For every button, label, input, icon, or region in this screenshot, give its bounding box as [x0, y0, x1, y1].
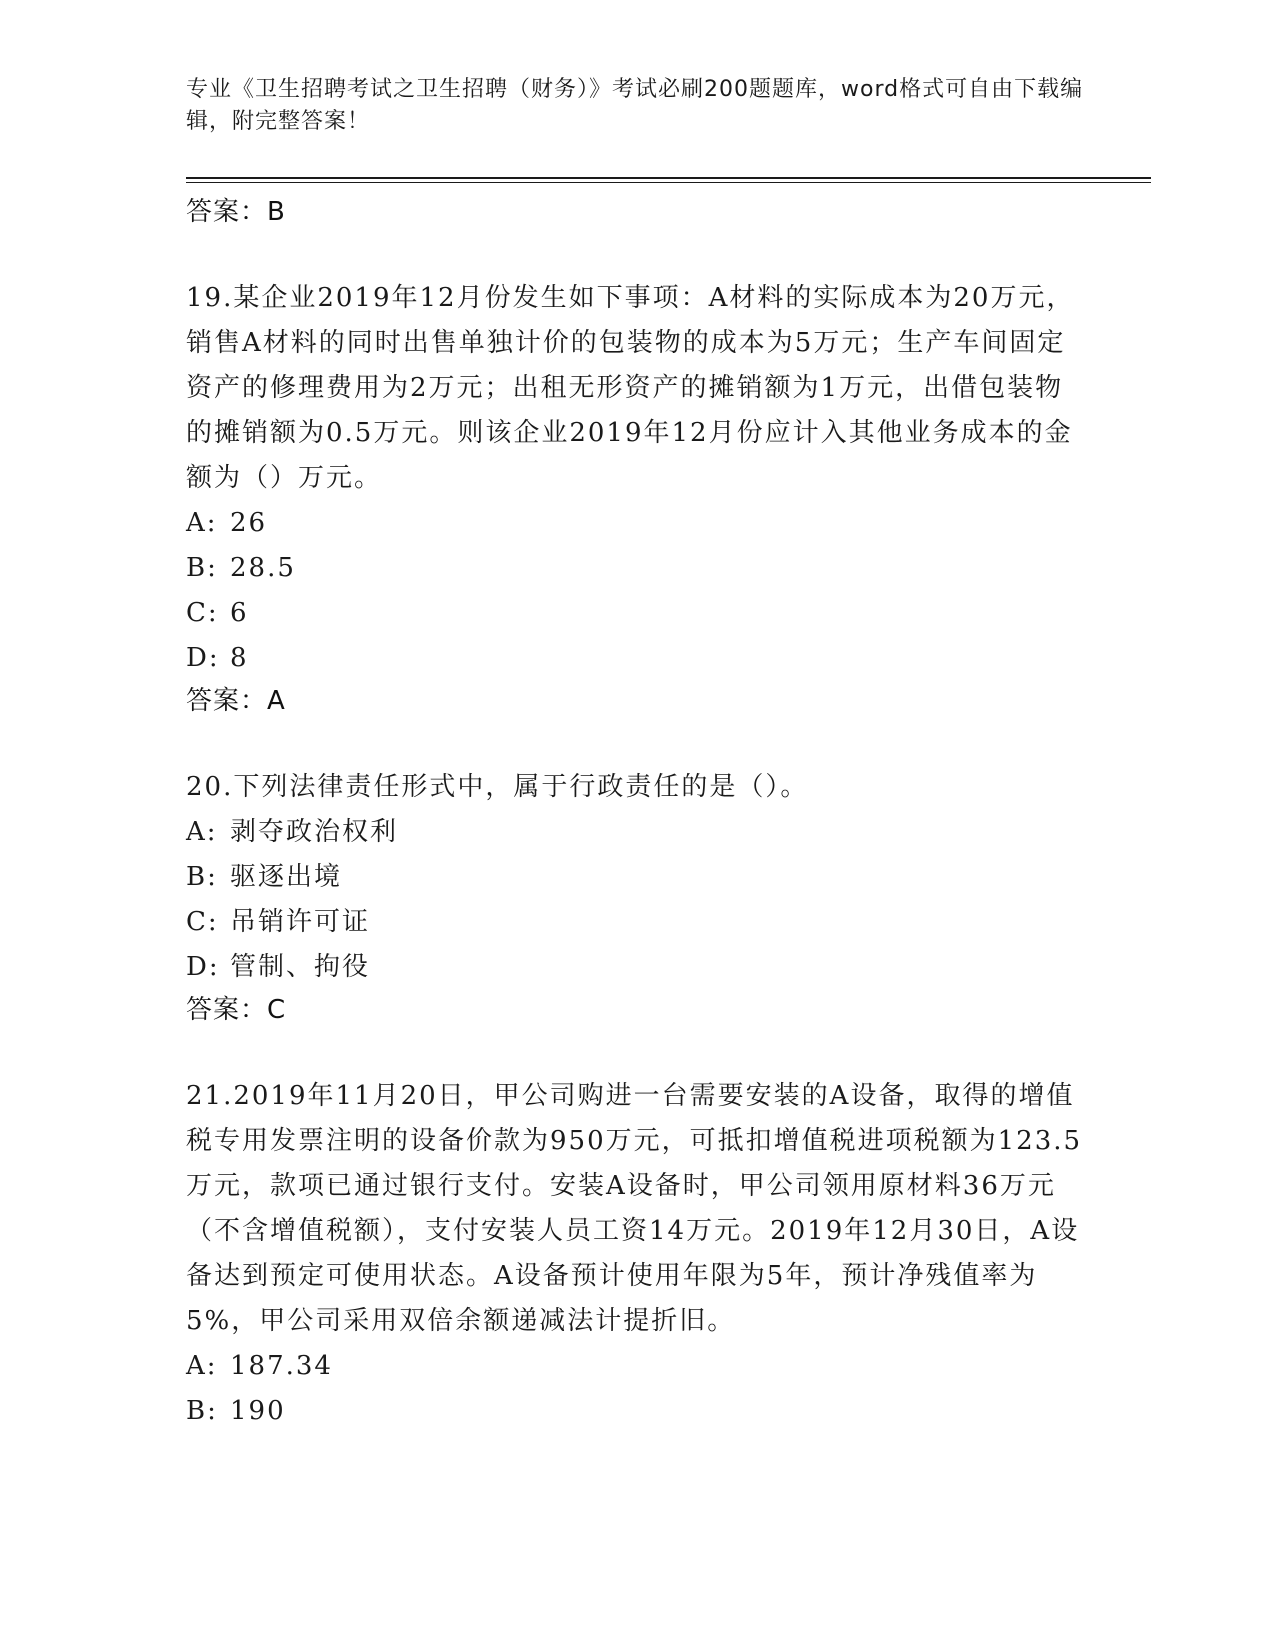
option-letter: A:	[186, 817, 218, 847]
option-text: 6	[230, 598, 249, 628]
option-text: 驱逐出境	[230, 862, 343, 892]
option-b	[186, 1389, 1086, 1434]
option-a	[186, 1344, 1086, 1389]
option-text: 管制、拘役	[230, 952, 371, 982]
option-letter: A:	[186, 508, 218, 538]
option-text: 剥夺政治权利	[230, 817, 399, 847]
option-d	[186, 945, 1086, 990]
option-text: 26	[230, 508, 268, 538]
question-19	[186, 276, 1086, 721]
question-stem: 21.2019年11月20日，甲公司购进一台需要安装的A设备，取得的增值税专用发票注明的设备价款为950万元，可抵扣增值税进项税额为123.5万元，款项已通过银行支付。安装A设备时，甲公司领用原材料36万元（不含增值税额），支付安装人员工资14万元。2019年12月30日，A设备达到预定可使用状态。A设备预计使用年限为5年，预计净残值率为5%，甲公司采用双倍余额递减法计提折旧。	[186, 1081, 1083, 1336]
question-stem: 19.某企业2019年12月份发生如下事项：A材料的实际成本为20万元，销售A材料的同时出售单独计价的包装物的成本为5万元；生产车间固定资产的修理费用为2万元；出租无形资产的摊销额为1万元，出借包装物的摊销额为0.5万元。则该企业2019年12月份应计入其他业务成本的金额为（）万元。	[186, 283, 1075, 493]
answer-label: 答案：B	[186, 197, 286, 227]
option-letter: C:	[186, 907, 219, 937]
option-letter: B:	[186, 553, 218, 583]
document-content	[186, 192, 1086, 1434]
option-letter: B:	[186, 862, 218, 892]
option-text: 28.5	[230, 553, 296, 583]
option-letter: D:	[186, 643, 220, 673]
option-b	[186, 546, 1086, 591]
question-stem: 20.下列法律责任形式中，属于行政责任的是（）。	[186, 772, 809, 802]
option-a	[186, 501, 1086, 546]
option-c	[186, 591, 1086, 636]
header-rule-thick	[186, 177, 1151, 179]
option-letter: C:	[186, 598, 219, 628]
option-text: 190	[230, 1396, 286, 1426]
option-letter: B:	[186, 1396, 218, 1426]
option-text: 187.34	[230, 1351, 333, 1381]
option-b	[186, 855, 1086, 900]
option-text: 吊销许可证	[230, 907, 371, 937]
answer-label: 答案：C	[186, 995, 287, 1025]
option-letter: D:	[186, 952, 220, 982]
option-text: 8	[230, 643, 249, 673]
option-a	[186, 810, 1086, 855]
header-rule-thin	[186, 182, 1151, 183]
question-20	[186, 765, 1086, 1030]
document-header: 专业《卫生招聘考试之卫生招聘（财务）》考试必刷200题题库，word格式可自由下载编辑，附完整答案！	[186, 77, 1084, 134]
option-letter: A:	[186, 1351, 218, 1381]
option-d	[186, 636, 1086, 681]
option-c	[186, 900, 1086, 945]
question-21	[186, 1074, 1086, 1434]
answer-label: 答案：A	[186, 686, 286, 716]
